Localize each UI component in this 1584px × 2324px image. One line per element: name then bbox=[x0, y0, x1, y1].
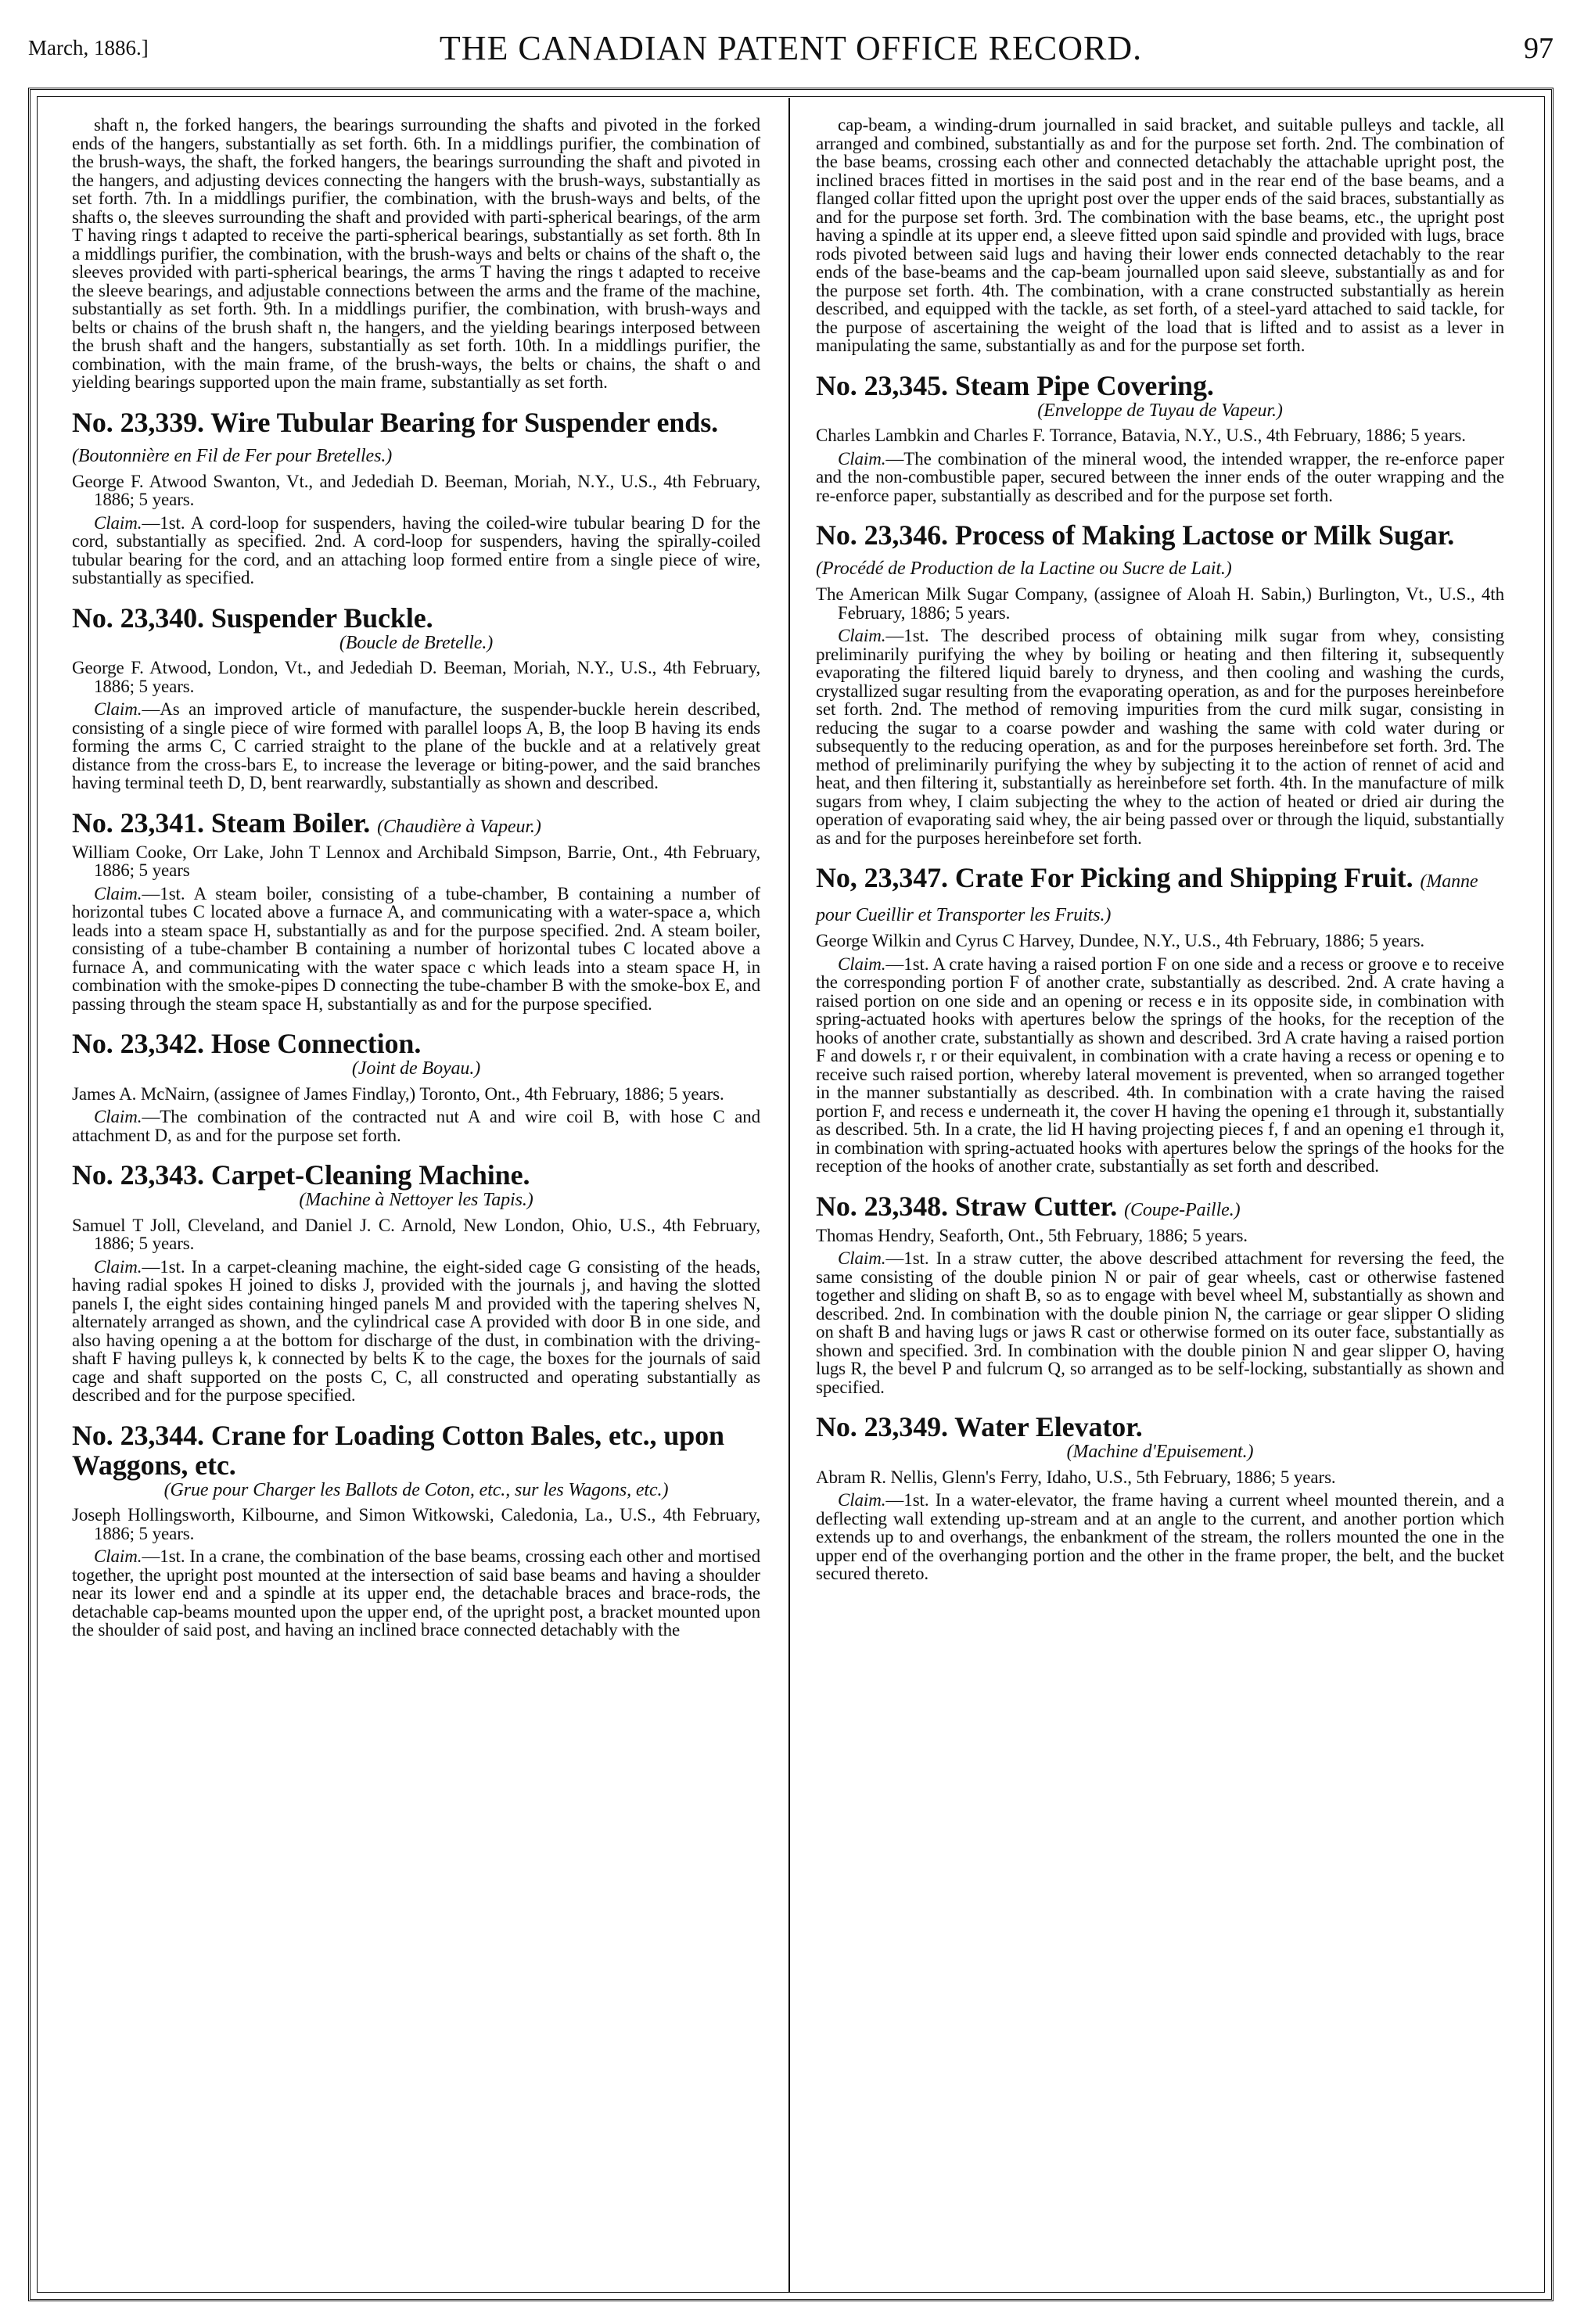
claim-label: Claim. bbox=[94, 1546, 142, 1566]
left-column bbox=[72, 116, 760, 1644]
patent-number: No. 23,341. bbox=[72, 806, 204, 839]
french-title: (Machine à Nettoyer les Tapis.) bbox=[299, 1190, 533, 1210]
claim-text bbox=[72, 1547, 760, 1640]
entry-heading bbox=[72, 603, 760, 633]
claim-body: —The combination of the mineral wood, the intended wrapper, the re-enforce paper and the non-combustible paper, secured between the inner ends of the outer wrapping and the re-enforce paper, substantially as described and for the purpose set forth. bbox=[816, 448, 1504, 505]
applicant-line: George F. Atwood Swanton, Vt., and Jedediah D. Beeman, Moriah, N.Y., U.S., 4th February, 1886; 5 years. bbox=[72, 471, 760, 509]
claim-text bbox=[72, 1258, 760, 1405]
claim-label: Claim. bbox=[838, 954, 886, 974]
patent-title: Straw Cutter. bbox=[954, 1190, 1118, 1222]
column-divider bbox=[788, 98, 790, 2292]
patent-entry-23347 bbox=[816, 863, 1504, 1176]
claim-text bbox=[72, 1108, 760, 1144]
entry-heading bbox=[816, 1412, 1504, 1442]
applicant-line: George F. Atwood, London, Vt., and Jedediah D. Beeman, Moriah, N.Y., U.S., 4th February, 1886; 5 years. bbox=[72, 658, 760, 696]
patent-number: No. 23,342. bbox=[72, 1028, 204, 1059]
claim-text bbox=[72, 700, 760, 792]
patent-title: Suspender Buckle. bbox=[210, 602, 433, 634]
claim-body: —1st. A cord-loop for suspenders, having the coiled-wire tubular bearing D for the cord, substantially as specified. 2nd. A cord-loop for suspenders, having the spirally-coiled tubular bearing for the cord, and an attaching loop formed entire from a single piece of wire, substantially as specified. bbox=[72, 512, 760, 587]
patent-entry-23341 bbox=[72, 808, 760, 1014]
french-title: (Coupe-Paille.) bbox=[1124, 1199, 1241, 1220]
claim-body: —As an improved article of manufacture, the suspender-buckle herein described, consisting of a single piece of wire formed with parallel loops A, B, the loop B having its ends forming the arms C, C carried straight to the plane of the buckle and at a relatively great distance from the cross-bars E, to increase the leverage or biting-power, and the said branches having terminal teeth D, D, bent rearwardly, substantially as shown and described. bbox=[72, 699, 760, 792]
french-title: (Procédé de Production de la Lactine ou Sucre de Lait.) bbox=[816, 559, 1232, 579]
patent-entry-23342 bbox=[72, 1029, 760, 1144]
claim-body: —1st. In a water-elevator, the frame having a current wheel mounted therein, and a deflecting wall extending up-stream and at an angle to the current, and another portion which extends up to and overhangs, the enbankment of the stream, the rollers mounted the one in the upper end of the overhanging portion and the other in the frame proper, the belt, and the bucket secured thereto. bbox=[816, 1490, 1504, 1583]
entry-heading bbox=[816, 520, 1504, 584]
right-column bbox=[816, 116, 1504, 1588]
patent-number: No. 23,349. bbox=[816, 1411, 948, 1442]
entry-heading bbox=[72, 408, 760, 471]
applicant-line: Charles Lambkin and Charles F. Torrance, Batavia, N.Y., U.S., 4th February, 1886; 5 years. bbox=[816, 426, 1466, 445]
french-title: (Joint de Boyau.) bbox=[351, 1058, 481, 1079]
claim-text bbox=[816, 1249, 1504, 1396]
patent-title: Crate For Picking and Shipping Fruit. bbox=[954, 862, 1413, 893]
claim-label: Claim. bbox=[838, 626, 886, 645]
patent-entry-23340 bbox=[72, 603, 760, 792]
french-title: (Grue pour Charger les Ballots de Coton, etc., sur les Wagons, etc.) bbox=[163, 1479, 669, 1500]
claim-body: —1st. A crate having a raised portion F on one side and a recess or groove e to receive the corresponding portion F of another crate, substantially as described. 2nd. A crate having a raised portion on one side and an opening or recess e in its opposite side, in combination with spring-actuated hooks with apertures below the springs of the hooks, for the reception of the hooks of another crate, substantially as shown and described. 3rd A crate having a raised portion F and dowels r, r or their equivalent, in combination with a crate having a recess or opening e to receive such raised portion, whereby lateral movement is prevented, when so arranged together in the manner substantially as described. 4th. In combination with a crate having the raised portion F, and recess e underneath it, the cover H having the opening e1 through it, substantially as described. 5th. In a crate, the lid H having projecting pieces f, f and an opening e1 through it, in combination with spring-actuated hooks with apertures below the springs of the hooks for the reception of the hooks of another crate, substantially as set forth and described. bbox=[816, 954, 1504, 1176]
patent-number: No. 23,348. bbox=[816, 1190, 948, 1222]
entry-heading bbox=[72, 1421, 760, 1480]
french-title: (Manne pour Cueillir et Transporter les Fruits.) bbox=[816, 871, 1478, 925]
publication-title: THE CANADIAN PATENT OFFICE RECORD. bbox=[439, 29, 1143, 67]
patent-title: Steam Boiler. bbox=[210, 806, 371, 839]
applicant-line: Abram R. Nellis, Glenn's Ferry, Idaho, U.S., 5th February, 1886; 5 years. bbox=[816, 1467, 1336, 1487]
claim-text bbox=[816, 450, 1504, 505]
patent-number: No. 23,340. bbox=[72, 602, 204, 634]
patent-number: No. 23,344. bbox=[72, 1419, 204, 1451]
patent-title: Wire Tubular Bearing for Suspender ends. bbox=[210, 406, 719, 438]
french-title: (Enveloppe de Tuyau de Vapeur.) bbox=[1037, 400, 1283, 421]
patent-entry-23346 bbox=[816, 520, 1504, 847]
applicant-line: William Cooke, Orr Lake, John T Lennox and Archibald Simpson, Barrie, Ont., 4th February, 1886; 5 years bbox=[72, 842, 760, 880]
french-title: (Machine d'Epuisement.) bbox=[1066, 1442, 1254, 1462]
entry-heading bbox=[72, 808, 760, 842]
claim-label: Claim. bbox=[94, 512, 142, 533]
header-date: March, 1886.] bbox=[28, 36, 149, 59]
entry-heading bbox=[816, 863, 1504, 930]
claim-body: —1st. The described process of obtaining milk sugar from whey, consisting preliminarily purifying the whey by boiling or heating and then filtering it, subsequently evaporating the filtered liquid barely to dryness, and then cooling and washing the curds, crystallized sugar resulting from the evaporating operation, as and for the purposes hereinbefore set forth. 2nd. The method of removing impurities from the curd milk sugar, consisting in reducing the sugar to a coarse powder and washing the same with cold water during or subsequently to the reducing operation, as and for the purposes hereinbefore set forth. 3rd. The method of preliminarily purifying the whey by subjecting it to the action of rennet of acid and heat, and then filtering it, substantially as hereinbefore set forth. 4th. In the manufacture of milk sugars from whey, I claim subjecting the whey to the action of heated or dried air during the operation of evaporating said whey, the air being passed over or through the liquid, substantially as and for the purposes hereinbefore set forth. bbox=[816, 626, 1504, 848]
french-title: (Boutonnière en Fil de Fer pour Bretelles.) bbox=[72, 445, 393, 466]
french-title: (Chaudière à Vapeur.) bbox=[377, 816, 541, 837]
patent-title: Hose Connection. bbox=[210, 1028, 422, 1059]
claim-body: —The combination of the contracted nut A and wire coil B, with hose C and attachment D, as and for the purpose set forth. bbox=[72, 1107, 760, 1145]
patent-entry-23348 bbox=[816, 1191, 1504, 1397]
entry-heading bbox=[816, 1191, 1504, 1225]
patent-entry-23349 bbox=[816, 1412, 1504, 1583]
applicant-line: Samuel T Joll, Cleveland, and Daniel J. C. Arnold, New London, Ohio, U.S., 4th February, 1886; 5 years. bbox=[72, 1215, 760, 1253]
entry-heading bbox=[72, 1160, 760, 1190]
claim-text bbox=[72, 514, 760, 587]
patent-title: Carpet-Cleaning Machine. bbox=[210, 1159, 530, 1191]
continued-claim-text: shaft n, the forked hangers, the bearings surrounding the shafts and pivoted in the forked ends of the hangers, substantially as set forth. 6th. In a middlings purifier, the combination of the brush-ways, the shaft, the forked hangers, the bearings surrounding the shaft and pivoted in the hangers, and adjusting devices connecting the hangers with the brush-ways, substantially as set forth. 7th. In a middlings purifier, the combination, with the brush-ways and belts, of the shafts o, the sleeves surrounding the shaft and provided with parti-spherical bearings, of the arm T having rings t adapted to receive the parti-spherical bearings, substantially as set forth. 8th In a middlings purifier, the combination, with the brush-ways and belts or chains of the shaft o, the sleeves provided with parti-spherical bearings, the arms T having the rings t adapted to receive the sleeve bearings, and adjustable connections between the arms and the frame of the machine, substantially as set forth. 9th. In a middlings purifier, the combination, with brush-ways and belts or chains of the brush shaft n, the hangers, and the yielding bearings interposed between the brush shaft and the hangers, substantially as set forth. 10th. In a middlings purifier, the combination, with the main frame, of the brush-ways, the belts or chains, the shaft o and yielding bearings supported upon the main frame, substantially as set forth. bbox=[72, 115, 760, 392]
claim-body: —1st. In a carpet-cleaning machine, the eight-sided cage G consisting of the heads, having radial spokes H joined to disks J, provided with the journals j, and having the slotted panels I, the eight sides containing hinged panels M and provided with the tapering shelves N, alternately arranged as shown, and the cylindrical case A provided with door B in one side, and also having opening a at the bottom for discharge of the dust, in combination with the driving-shaft F having pulleys k, k connected by belts K to the cage, the boxes for the journals of said cage and shaft supported on the posts C, C, all constructed and operating substantially as described and for the purpose specified. bbox=[72, 1256, 760, 1405]
patent-title: Water Elevator. bbox=[954, 1411, 1143, 1442]
applicant-line: James A. McNairn, (assignee of James Findlay,) Toronto, Ont., 4th February, 1886; 5 years. bbox=[72, 1083, 724, 1104]
patent-number: No. 23,343. bbox=[72, 1159, 204, 1191]
patent-entry-23345 bbox=[816, 371, 1504, 505]
applicant-line: Joseph Hollingsworth, Kilbourne, and Simon Witkowski, Caledonia, La., U.S., 4th February, 1886; 5 years. bbox=[72, 1505, 760, 1543]
french-title: (Boucle de Bretelle.) bbox=[339, 632, 494, 653]
claim-label: Claim. bbox=[94, 699, 142, 719]
claim-text bbox=[816, 955, 1504, 1176]
claim-label: Claim. bbox=[838, 1490, 886, 1510]
patent-number: No. 23,346. bbox=[816, 519, 948, 551]
patent-entry-23344 bbox=[72, 1421, 760, 1640]
patent-number: No, 23,347. bbox=[816, 862, 948, 893]
page-header bbox=[28, 25, 1553, 72]
patent-number: No. 23,345. bbox=[816, 369, 948, 401]
applicant-line: The American Milk Sugar Company, (assignee of Aloah H. Sabin,) Burlington, Vt., U.S., 4th February, 1886; 5 years. bbox=[816, 584, 1504, 623]
claim-text bbox=[816, 627, 1504, 847]
claim-label: Claim. bbox=[838, 1248, 886, 1268]
entry-heading bbox=[816, 371, 1504, 401]
claim-label: Claim. bbox=[838, 448, 886, 469]
entry-heading bbox=[72, 1029, 760, 1058]
continued-claim-text: cap-beam, a winding-drum journalled in said bracket, and suitable pulleys and tackle, all arranged and combined, substantially as and for the purpose set forth. 2nd. The combination of the base beams, crossing each other and connected detachably the attachable upright post, the inclined braces fitted in mortises in the said post and in the rear end of the base beams, and a flanged collar fitted upon the upright post over the upper ends of the said braces, substantially as and for the purpose set forth. 3rd. The combination with the base beams, etc., the upright post having a spindle at its upper end, a sleeve fitted upon said spindle and provided with lugs, brace rods pivoted between said lugs and having their lower ends connected detachably to the rear ends of the base-beams and the cap-beam journalled upon said sleeve, substantially as and for the purpose set forth. 4th. The combination, with a crane constructed substantially as herein described, and equipped with the tackle, as set forth, of a steel-yard attached to said tackle, for the purpose of ascertaining the weight of the load that is lifted and to assist as a lever in manipulating the same, substantially as and for the purpose set forth. bbox=[816, 115, 1504, 355]
claim-label: Claim. bbox=[94, 1256, 142, 1277]
patent-title: Process of Making Lactose or Milk Sugar. bbox=[954, 519, 1455, 551]
applicant-line: George Wilkin and Cyrus C Harvey, Dundee, N.Y., U.S., 4th February, 1886; 5 years. bbox=[816, 931, 1425, 950]
claim-text bbox=[816, 1491, 1504, 1583]
claim-body: —1st. A steam boiler, consisting of a tube-chamber, B containing a number of horizontal tubes C located above a furnace A, and communicating with a water-space a, which leads into a steam space H, substantially as and for the purpose specified. 2nd. A steam boiler, consisting of a tube-chamber B containing a number of horizontal tubes C located above a furnace A, and communicating with the water space c which leads into a steam space H, in combination with the smoke-pipes D connecting the tube-chamber B with the smoke-box E, and passing through the steam space H, substantially as and for the purpose specified. bbox=[72, 883, 760, 1014]
page-number: 97 bbox=[1524, 32, 1553, 65]
claim-label: Claim. bbox=[94, 1107, 142, 1126]
patent-entry-23339 bbox=[72, 408, 760, 587]
patent-title: Steam Pipe Covering. bbox=[954, 369, 1214, 401]
claim-text bbox=[72, 885, 760, 1014]
patent-entry-23343 bbox=[72, 1160, 760, 1405]
applicant-line: Thomas Hendry, Seaforth, Ont., 5th February, 1886; 5 years. bbox=[816, 1225, 1248, 1245]
claim-body: —1st. In a crane, the combination of the base beams, crossing each other and mortised together, the upright post mounted at the intersection of said base beams and having a shoulder near its lower end and a spindle at its upper end, the detachable braces and brace-rods, the detachable cap-beams mounted upon the upper end, of the upright post, a bracket mounted upon the shoulder of said post, and having an inclined brace connected detachably with the bbox=[72, 1546, 760, 1640]
patent-number: No. 23,339. bbox=[72, 406, 204, 438]
claim-body: —1st. In a straw cutter, the above described attachment for reversing the feed, the same consisting of the double pinion N or pair of gear wheels, cast or otherwise fastened together and sliding on shaft B, so as to engage with bevel wheel M, substantially as shown and described. 2nd. In combination with the double pinion N, the carriage or gear slipper O sliding on shaft B and having lugs or jaws R cast or otherwise formed on its outer face, substantially as shown and specified. 3rd. In combination with the double pinion N and gear slipper O, having lugs R, the bevel P and fulcrum Q, so arranged as to be self-locking, substantially as shown and specified. bbox=[816, 1248, 1504, 1397]
claim-label: Claim. bbox=[94, 883, 142, 903]
patent-title: Crane for Loading Cotton Bales, etc., upon Waggons, etc. bbox=[72, 1419, 724, 1481]
